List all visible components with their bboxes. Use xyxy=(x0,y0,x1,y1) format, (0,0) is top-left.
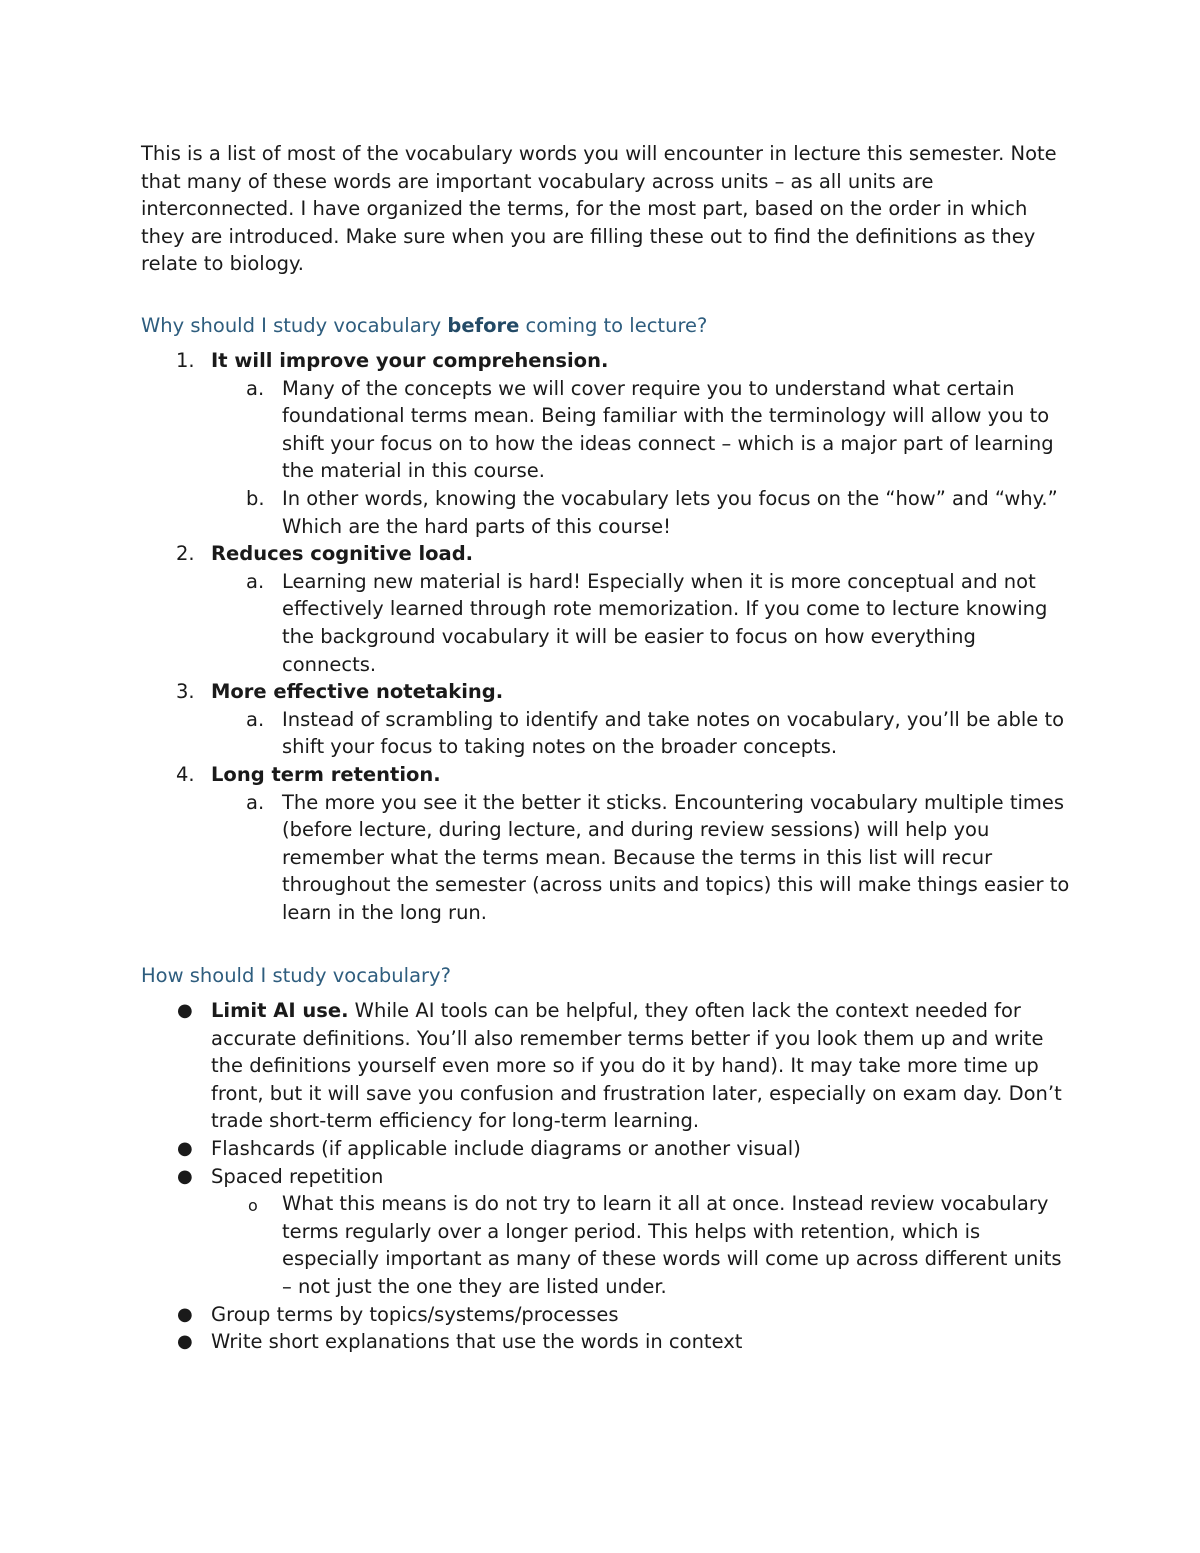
list-number: 2. xyxy=(176,542,195,566)
why-heading xyxy=(141,312,707,340)
why-item-title: It will improve your comprehension. xyxy=(211,349,609,372)
how-item-text: Write short explanations that use the words in context xyxy=(211,1330,743,1354)
why-item-1 xyxy=(141,347,1071,375)
sub-text: Learning new material is hard! Especially when it is more conceptual and not effectively learned through rote memorization. If you come to lecture knowing the background vocabulary it will be easier to focus on how everything connects. xyxy=(282,569,1048,676)
sub-marker: b. xyxy=(246,486,265,510)
list-number: 1. xyxy=(176,349,195,372)
sub-marker: a. xyxy=(246,376,265,400)
why-subitem xyxy=(141,375,1071,485)
how-item xyxy=(141,1328,1071,1356)
bullet-icon: ● xyxy=(177,1000,193,1021)
sub-marker: a. xyxy=(246,569,265,593)
list-number: 3. xyxy=(176,680,195,704)
list-number: 4. xyxy=(176,762,195,786)
intro-paragraph: This is a list of most of the vocabulary words you will encounter in lecture this semester. Note that many of these words are important vocabulary across units – as all units are interconnected. I have organized the terms, for the most part, based on the order in which they are introduced. Make sure when you are filling these out to find the definitions as they relate to biology. xyxy=(141,142,1057,276)
why-item-title: Long term retention. xyxy=(211,762,441,786)
why-subitem xyxy=(141,706,1071,761)
sub-text: Many of the concepts we will cover require you to understand what certain foundational terms mean. Being familiar with the terminology will allow you to shift your focus on to how the ideas connect – which is a major part of learning the material in this course. xyxy=(282,376,1054,483)
sub-text: What this means is do not try to learn it all at once. Instead review vocabulary terms regularly over a longer period. This helps with retention, which is especially important as many of these words will come up across different units – not just the one they are listed under. xyxy=(282,1192,1062,1298)
sub-text: Instead of scrambling to identify and take notes on vocabulary, you’ll be able to shift your focus to taking notes on the broader concepts. xyxy=(282,707,1065,759)
why-heading-emphasis: before xyxy=(447,314,520,337)
sub-text: In other words, knowing the vocabulary lets you focus on the “how” and “why.” Which are the hard parts of this course! xyxy=(282,486,1058,538)
how-subitem xyxy=(141,1190,1071,1300)
sub-marker: o xyxy=(248,1196,258,1216)
how-list xyxy=(141,997,1071,1356)
sub-marker: a. xyxy=(246,790,265,814)
sub-marker: a. xyxy=(246,707,265,731)
how-item-text: Spaced repetition xyxy=(211,1164,384,1188)
why-item-4 xyxy=(141,761,1071,789)
bullet-icon: ● xyxy=(177,1165,193,1187)
sub-text: The more you see it the better it sticks. Encountering vocabulary multiple times (before lecture, during lecture, and during review sessions) will help you remember what the terms mean. Because the terms in this list will recur throughout the semester (across units and topics) this will make things easier to learn in the long run. xyxy=(282,790,1070,924)
why-item-title: More effective notetaking. xyxy=(211,680,504,704)
why-item-3 xyxy=(141,678,1071,706)
how-item-text: Group terms by topics/systems/processes xyxy=(211,1302,619,1326)
bullet-icon: ● xyxy=(177,1331,193,1353)
how-item xyxy=(141,1301,1071,1329)
how-item xyxy=(141,1163,1071,1191)
bullet-icon: ● xyxy=(177,1137,193,1159)
why-item-2 xyxy=(141,540,1071,568)
why-list xyxy=(141,347,1071,926)
how-item xyxy=(141,997,1071,1135)
how-item-text: While AI tools can be helpful, they often lack the context needed for accurate definitions. You’ll also remember terms better if you look them up and write the definitions yourself even more so if you do it by hand). It may take more time up front, but it will save you confusion and frustration later, especially on exam day. Don’t trade short-term efficiency for long-term learning. xyxy=(211,999,1062,1133)
why-subitem xyxy=(141,789,1071,927)
how-item-emphasis: Limit AI use. xyxy=(211,999,349,1022)
how-heading: How should I study vocabulary? xyxy=(141,964,451,987)
why-heading-text-1: Why should I study vocabulary xyxy=(141,314,448,337)
how-item xyxy=(141,1135,1071,1163)
why-heading-text-2: coming to lecture? xyxy=(519,314,708,337)
why-subitem xyxy=(141,485,1071,540)
how-item-text: Flashcards (if applicable include diagrams or another visual) xyxy=(211,1136,801,1160)
bullet-icon: ● xyxy=(177,1303,193,1325)
why-subitem xyxy=(141,568,1071,678)
why-item-title: Reduces cognitive load. xyxy=(211,542,474,566)
